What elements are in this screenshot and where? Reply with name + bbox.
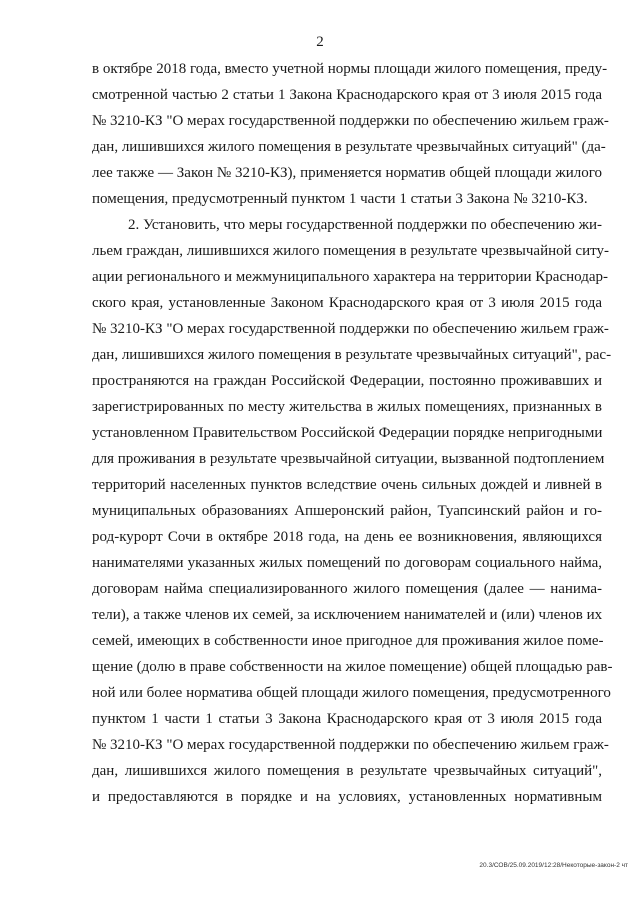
text-line: ского края, установленные Законом Краснодарского края от 3 июля 2015 года — [92, 295, 602, 311]
text-line: нанимателями указанных жилых помещений по договорам социального найма, — [92, 555, 602, 571]
text-line: ации регионального и межмуниципального характера на территории Краснодар- — [92, 269, 608, 285]
page-number: 2 — [316, 34, 324, 50]
text-line: муниципальных образованиях Апшеронский район, Туапсинский район и го- — [92, 503, 602, 519]
text-line: и предоставляются в порядке и на условиях, установленных нормативным — [92, 789, 602, 805]
text-line: договорам найма специализированного жилого помещения (далее — нанима- — [92, 581, 602, 597]
text-line: для проживания в результате чрезвычайной ситуации, вызванной подтоплением — [92, 451, 605, 467]
text-line: № 3210-КЗ "О мерах государственной поддержки по обеспечению жильем граж- — [92, 321, 609, 337]
text-line: пространяются на граждан Российской Федерации, постоянно проживавших и — [92, 373, 602, 389]
text-line: установленном Правительством Российской Федерации порядке непригодными — [92, 425, 603, 441]
text-line: зарегистрированных по месту жительства в жилых помещениях, признанных в — [92, 399, 602, 415]
text-line: пунктом 1 части 1 статьи 3 Закона Краснодарского края от 3 июля 2015 года — [92, 711, 602, 727]
text-line: территорий населенных пунктов вследствие очень сильных дождей и ливней в — [92, 477, 602, 493]
text-line: № 3210-КЗ "О мерах государственной поддержки по обеспечению жильем граж- — [92, 113, 609, 129]
text-line: ной или более норматива общей площади жилого помещения, предусмотренного — [92, 685, 611, 701]
text-line: в октябре 2018 года, вместо учетной нормы площади жилого помещения, преду- — [92, 61, 608, 77]
text-line: дан, лишившихся жилого помещения в результате чрезвычайных ситуаций", рас- — [92, 347, 612, 363]
text-line: № 3210-КЗ "О мерах государственной поддержки по обеспечению жильем граж- — [92, 737, 609, 753]
text-line: смотренной частью 2 статьи 1 Закона Краснодарского края от 3 июля 2015 года — [92, 87, 602, 103]
text-line: льем граждан, лишившихся жилого помещения в результате чрезвычайной ситу- — [92, 243, 609, 259]
text-line: дан, лишившихся жилого помещения в результате чрезвычайных ситуаций" (да- — [92, 139, 606, 155]
text-line: дан, лишившихся жилого помещения в результате чрезвычайных ситуаций", — [92, 763, 602, 779]
text-line: щение (долю в праве собственности на жилое помещение) общей площадью рав- — [92, 659, 613, 675]
text-line: тели), а также членов их семей, за исключением нанимателей и (или) членов их — [92, 607, 603, 623]
paragraph-2-first-line: 2. Установить, что меры государственной поддержки по обеспечению жи- — [128, 217, 602, 233]
text-line: помещения, предусмотренный пунктом 1 части 1 статьи 3 Закона № 3210-КЗ. — [92, 191, 588, 207]
text-line: семей, имеющих в собственности иное пригодное для проживания жилое поме- — [92, 633, 604, 649]
text-line: род-курорт Сочи в октябре 2018 года, на день ее возникновения, являющихся — [92, 529, 602, 545]
footer-document-code: 20.3/СОВ/25.09.2019/12:28/Некоторые-закон-2 чт — [479, 862, 628, 869]
text-line: лее также — Закон № 3210-КЗ), применяется норматив общей площади жилого — [92, 165, 602, 181]
